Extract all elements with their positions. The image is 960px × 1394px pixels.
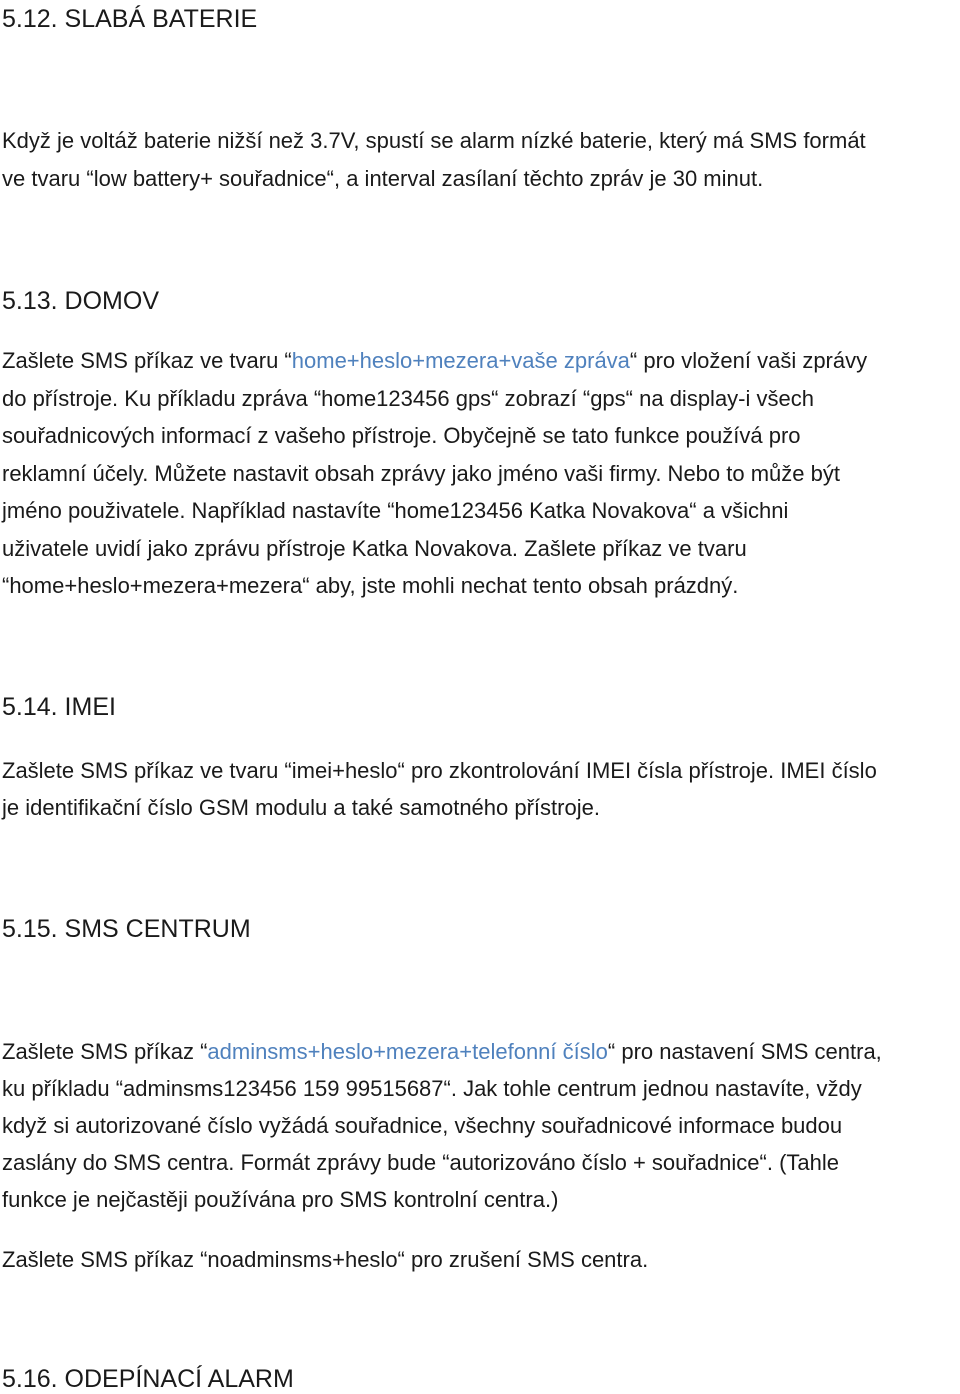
- paragraph-line: ku příkladu “adminsms123456 159 99515687“. Jak tohle centrum jednou nastavíte, vždy: [2, 1076, 862, 1101]
- paragraph-line: je identifikační číslo GSM modulu a také samotného přístroje.: [2, 795, 600, 820]
- paragraph-line: souřadnicových informací z vašeho přístroje. Obyčejně se tato funkce používá pro: [2, 423, 801, 448]
- command-text: home+heslo+mezera+vaše zpráva: [291, 348, 630, 373]
- paragraph-line: “home+heslo+mezera+mezera“ aby, jste mohli nechat tento obsah prázdný.: [2, 573, 739, 598]
- paragraph-line: do přístroje. Ku příkladu zpráva “home123456 gps“ zobrazí “gps“ na display-i všech: [2, 386, 814, 411]
- section-heading-5-15: 5.15. SMS CENTRUM: [2, 915, 251, 943]
- text-segment: “ pro vložení vaši zprávy: [629, 348, 868, 373]
- paragraph-line: [2, 346, 867, 376]
- paragraph-line: [2, 1037, 882, 1067]
- paragraph-line: Zašlete SMS příkaz ve tvaru “imei+heslo“ pro zkontrolování IMEI čísla přístroje. IMEI číslo: [2, 758, 877, 783]
- paragraph-line: Zašlete SMS příkaz “noadminsms+heslo“ pro zrušení SMS centra.: [2, 1247, 649, 1272]
- section-heading-5-13: 5.13. DOMOV: [2, 287, 159, 315]
- paragraph-line: když si autorizované číslo vyžádá souřadnice, všechny souřadnicové informace budou: [2, 1113, 843, 1138]
- paragraph-line: ve tvaru “low battery+ souřadnice“, a interval zasílaní těchto zpráv je 30 minut.: [2, 166, 764, 191]
- paragraph-line: jméno použivatele. Například nastavíte “home123456 Katka Novakova“ a všichni: [2, 498, 789, 523]
- text-segment: Zašlete SMS příkaz ve tvaru “: [2, 348, 292, 373]
- text-segment: Zašlete SMS příkaz “: [2, 1039, 208, 1064]
- paragraph-line: uživatele uvidí jako zprávu přístroje Katka Novakova. Zašlete příkaz ve tvaru: [2, 536, 747, 561]
- section-heading-5-14: 5.14. IMEI: [2, 693, 116, 721]
- paragraph-line: zaslány do SMS centra. Formát zprávy bude “autorizováno číslo + souřadnice“. (Tahle: [2, 1150, 840, 1175]
- section-heading-5-12: 5.12. SLABÁ BATERIE: [2, 5, 258, 33]
- command-text: adminsms+heslo+mezera+telefonní číslo: [207, 1039, 608, 1064]
- paragraph-line: funkce je nejčastěji používána pro SMS kontrolní centra.): [2, 1187, 559, 1212]
- section-heading-5-16: 5.16. ODEPÍNACÍ ALARM: [2, 1365, 294, 1393]
- paragraph-line: reklamní účely. Můžete nastavit obsah zprávy jako jméno vaši firmy. Nebo to může být: [2, 461, 840, 486]
- paragraph-line: Když je voltáž baterie nižší než 3.7V, spustí se alarm nízké baterie, který má SMS formát: [2, 128, 866, 153]
- text-segment: “ pro nastavení SMS centra,: [607, 1039, 882, 1064]
